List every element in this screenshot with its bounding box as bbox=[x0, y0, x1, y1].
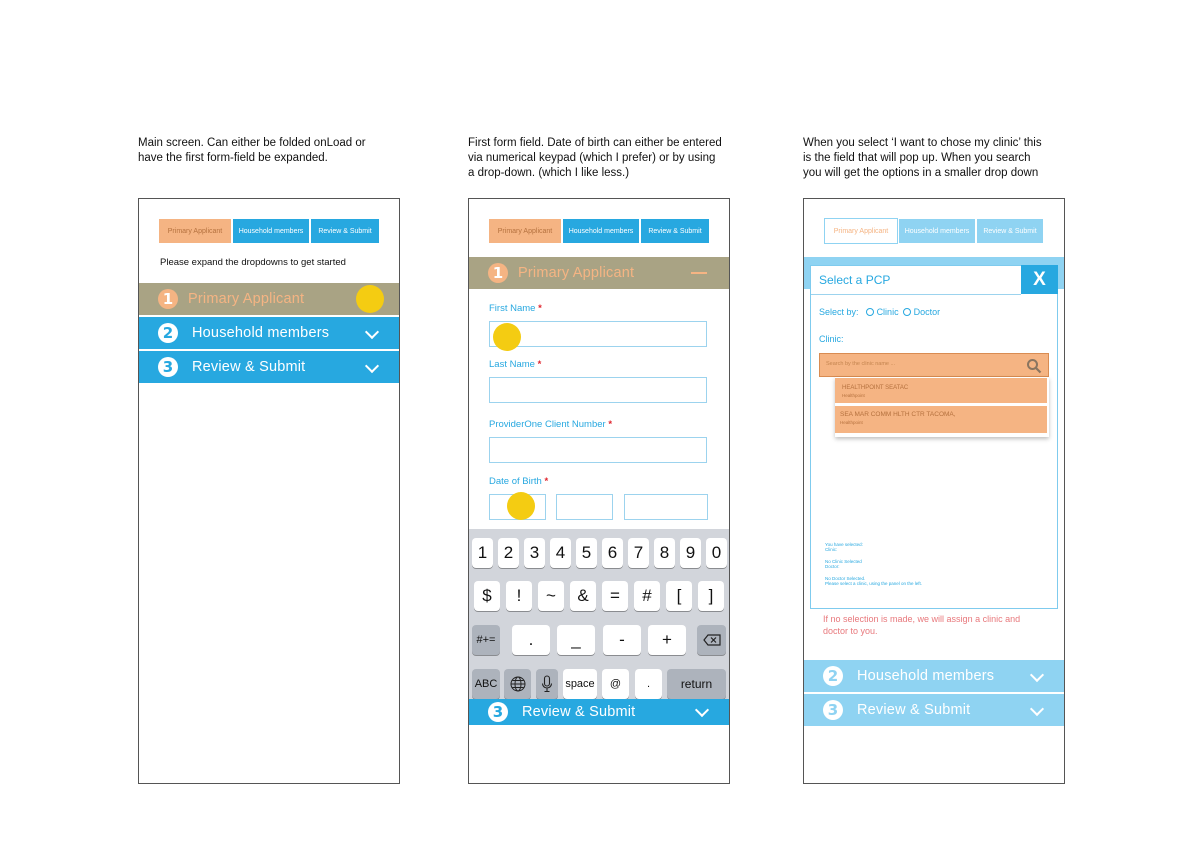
accordion-household-members[interactable] bbox=[139, 317, 399, 349]
accordion-review-submit[interactable] bbox=[139, 351, 399, 383]
provider-id-label: ProviderOne Client Number * bbox=[489, 419, 613, 430]
key-7[interactable]: 7 bbox=[628, 538, 649, 568]
key-ampersand[interactable]: & bbox=[570, 581, 596, 611]
accordion-label: Review & Submit bbox=[192, 359, 306, 375]
step-number: 2 bbox=[158, 323, 178, 343]
key-3[interactable]: 3 bbox=[524, 538, 545, 568]
select-pcp-modal bbox=[810, 265, 1058, 609]
key-close-bracket[interactable]: ] bbox=[698, 581, 724, 611]
step-number: 3 bbox=[823, 700, 843, 720]
caption-select-clinic: When you select ‘I want to chose my clinic’ this is the field that will pop up. When you search you will get the options in a smaller drop down bbox=[803, 137, 1042, 179]
result-name: HEALTHPOINT SEATAC bbox=[842, 385, 909, 391]
select-by-row bbox=[819, 307, 940, 317]
chevron-down-icon bbox=[365, 359, 379, 373]
chevron-down-icon bbox=[695, 703, 709, 717]
radio-clinic-label[interactable]: Clinic bbox=[876, 307, 899, 317]
space-key[interactable]: space bbox=[563, 669, 597, 699]
accordion-review-submit[interactable] bbox=[469, 699, 729, 725]
selection-summary: You have selected: Clinic: No Clinic Selected Doctor: No Doctor Selected. Please select a clinic, using the panel on the left. bbox=[825, 542, 923, 586]
key-period[interactable]: . bbox=[512, 625, 550, 655]
dob-year-input[interactable] bbox=[624, 494, 708, 520]
key-underscore[interactable]: _ bbox=[557, 625, 595, 655]
close-icon: X bbox=[1033, 269, 1046, 290]
clinic-label: Clinic: bbox=[819, 334, 844, 344]
phone-screen-form bbox=[468, 198, 730, 784]
modal-title: Select a PCP bbox=[819, 273, 891, 287]
tab-review-submit[interactable]: Review & Submit bbox=[640, 218, 710, 244]
modal-title-divider bbox=[811, 294, 1021, 295]
result-item[interactable] bbox=[835, 378, 1047, 404]
tap-indicator-dot bbox=[356, 285, 384, 313]
key-6[interactable]: 6 bbox=[602, 538, 623, 568]
last-name-label: Last Name * bbox=[489, 359, 542, 370]
tab-primary-applicant[interactable]: Primary Applicant bbox=[488, 218, 562, 244]
key-5[interactable]: 5 bbox=[576, 538, 597, 568]
return-key[interactable]: return bbox=[667, 669, 726, 699]
last-name-input[interactable] bbox=[489, 377, 707, 403]
caption-first-form-field: First form field. Date of birth can either be entered via numerical keypad (which I prefer) or by using a drop-down. (which I like less.) bbox=[468, 137, 722, 179]
tap-indicator-dot bbox=[507, 492, 535, 520]
key-hash[interactable]: # bbox=[634, 581, 660, 611]
dob-day-input[interactable] bbox=[556, 494, 613, 520]
globe-icon bbox=[510, 676, 526, 692]
no-selection-note: If no selection is made, we will assign a clinic and doctor to you. bbox=[823, 614, 1021, 636]
step-tabs bbox=[158, 218, 380, 244]
backspace-icon bbox=[703, 634, 721, 646]
accordion-household-members[interactable] bbox=[804, 660, 1064, 692]
key-equals[interactable]: = bbox=[602, 581, 628, 611]
radio-doctor[interactable] bbox=[903, 308, 911, 316]
tab-review-submit[interactable]: Review & Submit bbox=[310, 218, 380, 244]
accordion-label: Primary Applicant bbox=[188, 291, 305, 307]
microphone-icon bbox=[541, 675, 553, 693]
instruction-text: Please expand the dropdowns to get started bbox=[160, 257, 346, 268]
microphone-key[interactable] bbox=[536, 669, 558, 699]
accordion-label: Primary Applicant bbox=[518, 265, 635, 281]
step-tabs bbox=[824, 218, 1044, 244]
key-1[interactable]: 1 bbox=[472, 538, 493, 568]
select-by-label: Select by: bbox=[819, 307, 859, 317]
accordion-label: Review & Submit bbox=[857, 702, 971, 718]
result-name: SEA MAR COMM HLTH CTR TACOMA, bbox=[840, 411, 956, 418]
key-abc[interactable]: ABC bbox=[472, 669, 500, 699]
caption-main-screen: Main screen. Can either be folded onLoad or have the first form-field be expanded. bbox=[138, 137, 366, 164]
first-name-label: First Name * bbox=[489, 303, 542, 314]
key-plus[interactable]: + bbox=[648, 625, 686, 655]
chevron-down-icon bbox=[1030, 668, 1044, 682]
tab-household-members[interactable]: Household members bbox=[232, 218, 310, 244]
provider-id-input[interactable] bbox=[489, 437, 707, 463]
step-number: 3 bbox=[488, 702, 508, 722]
key-4[interactable]: 4 bbox=[550, 538, 571, 568]
radio-clinic[interactable] bbox=[866, 308, 874, 316]
tab-household-members[interactable]: Household members bbox=[562, 218, 640, 244]
search-placeholder: Search by the clinic name ... bbox=[826, 361, 896, 367]
search-results-dropdown bbox=[835, 377, 1049, 437]
tab-primary-applicant[interactable]: Primary Applicant bbox=[824, 218, 898, 244]
key-dot[interactable]: . bbox=[635, 669, 662, 699]
key-at[interactable]: @ bbox=[602, 669, 629, 699]
numeric-keyboard bbox=[469, 529, 729, 704]
step-tabs bbox=[488, 218, 710, 244]
tab-review-submit[interactable]: Review & Submit bbox=[976, 218, 1044, 244]
chevron-down-icon bbox=[1030, 702, 1044, 716]
step-number: 1 bbox=[488, 263, 508, 283]
phone-screen-main bbox=[138, 198, 400, 784]
key-dollar[interactable]: $ bbox=[474, 581, 500, 611]
search-icon bbox=[1026, 358, 1042, 374]
globe-key[interactable] bbox=[504, 669, 531, 699]
accordion-label: Household members bbox=[192, 325, 330, 341]
key-tilde[interactable]: ~ bbox=[538, 581, 564, 611]
key-symbols-shift[interactable]: #+= bbox=[472, 625, 500, 655]
accordion-review-submit[interactable] bbox=[804, 694, 1064, 726]
step-number: 1 bbox=[158, 289, 178, 309]
result-sub: Healthpoint bbox=[842, 393, 865, 398]
key-0[interactable]: 0 bbox=[706, 538, 727, 568]
dob-label: Date of Birth * bbox=[489, 476, 549, 487]
backspace-key[interactable] bbox=[697, 625, 726, 655]
first-name-input[interactable] bbox=[489, 321, 707, 347]
tab-household-members[interactable]: Household members bbox=[898, 218, 976, 244]
phone-screen-select-pcp bbox=[803, 198, 1065, 784]
key-exclamation[interactable]: ! bbox=[506, 581, 532, 611]
chevron-down-icon bbox=[365, 325, 379, 339]
clinic-search-input[interactable] bbox=[819, 353, 1049, 377]
key-hyphen[interactable]: - bbox=[603, 625, 641, 655]
key-2[interactable]: 2 bbox=[498, 538, 519, 568]
step-number: 2 bbox=[823, 666, 843, 686]
key-8[interactable]: 8 bbox=[654, 538, 675, 568]
step-number: 3 bbox=[158, 357, 178, 377]
radio-doctor-label[interactable]: Doctor bbox=[913, 307, 941, 317]
result-item[interactable] bbox=[835, 406, 1047, 433]
key-9[interactable]: 9 bbox=[680, 538, 701, 568]
key-open-bracket[interactable]: [ bbox=[666, 581, 692, 611]
collapse-icon[interactable] bbox=[691, 272, 707, 274]
tab-primary-applicant[interactable]: Primary Applicant bbox=[158, 218, 232, 244]
tap-indicator-dot bbox=[493, 323, 521, 351]
result-sub: Healthpoint bbox=[840, 420, 863, 425]
accordion-label: Household members bbox=[857, 668, 995, 684]
accordion-primary-applicant-expanded[interactable] bbox=[469, 257, 729, 289]
accordion-label: Review & Submit bbox=[522, 704, 636, 720]
close-button[interactable] bbox=[1021, 265, 1058, 294]
